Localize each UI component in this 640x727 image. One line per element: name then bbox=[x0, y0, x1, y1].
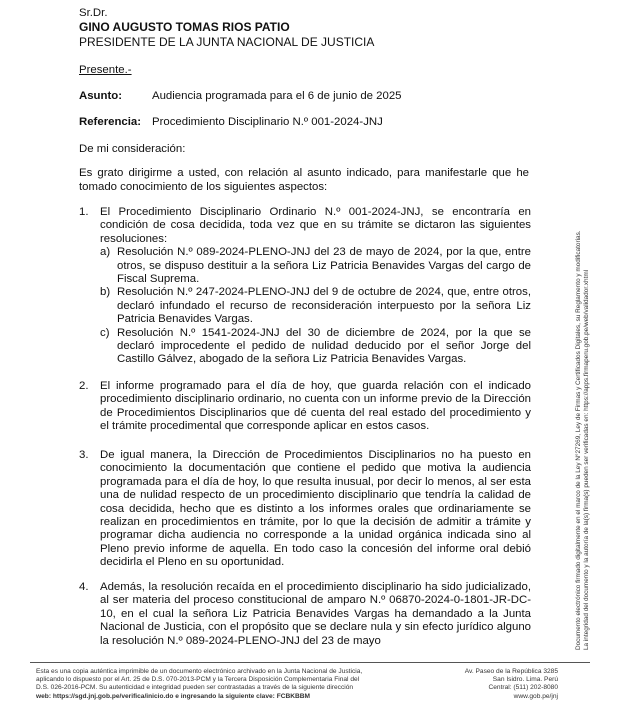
footer-address bbox=[430, 668, 558, 701]
item-number: 3. bbox=[79, 449, 89, 461]
sub-item bbox=[100, 246, 531, 286]
list-item bbox=[79, 449, 531, 570]
signature-notice-line: La integridad del documento y la autoría de la(s) firma(s) pueden ser verificadas en: https://apps.firmaperu.gob.pe/web/validador.xhtml bbox=[583, 269, 590, 650]
asunto-text: Audiencia programada para el 6 de junio de 2025 bbox=[152, 90, 402, 102]
sub-item-letter: c) bbox=[100, 326, 110, 339]
sub-item-letter: b) bbox=[100, 286, 111, 299]
address-line: Av. Paseo de la República 3285 bbox=[464, 668, 558, 675]
address-line: Central: (511) 202-8080 bbox=[488, 684, 558, 692]
salutation: Sr.Dr. bbox=[79, 7, 108, 19]
referencia-row bbox=[79, 115, 383, 129]
list-item bbox=[79, 206, 531, 367]
sub-item-text: Resolución N.º 1541-2024-JNJ del 30 de diciembre de 2024, por la que se declaró improcedente el pedido de nulidad deducido por el señor Jorge del Castillo Gálvez, abogado de la señora Liz Patricia Benavides Vargas. bbox=[117, 326, 531, 366]
sub-item bbox=[100, 286, 531, 326]
list-item bbox=[79, 581, 531, 648]
footer-verification-text bbox=[36, 668, 428, 701]
footer-divider bbox=[30, 662, 590, 663]
referencia-text: Procedimiento Disciplinario N.º 001-2024-JNJ bbox=[152, 116, 383, 128]
digital-signature-notice bbox=[575, 180, 623, 650]
item-text: El informe programado para el día de hoy, que guarda relación con el indicado procedimiento disciplinario ordinario, no cuenta con un informe previo de la Dirección de Procedimientos Disciplinarios que dé cuenta del real estado del procedimiento y el trámite procedimental que corresponde aplicar en estos casos. bbox=[100, 380, 531, 433]
footer-line: D.S. 026-2016-PCM. Su autenticidad e integridad pueden ser contrastadas a través de la siguiente dirección bbox=[36, 684, 354, 692]
item-number: 2. bbox=[79, 380, 89, 392]
sub-item-text: Resolución N.º 089-2024-PLENO-JNJ del 23 de mayo de 2024, por la que, entre otros, se dispuso destituir a la señora Liz Patricia Benavides Vargas del cargo de Fiscal Suprema. bbox=[117, 246, 531, 286]
sub-item-text: Resolución N.º 247-2024-PLENO-JNJ del 9 de octubre de 2024, que, entre otros, declaró infundado el recurso de reconsideración interpuesto por la señora Liz Patricia Benavides Vargas. bbox=[117, 286, 531, 326]
greeting: De mi consideración: bbox=[79, 143, 186, 155]
asunto-label: Asunto: bbox=[79, 90, 123, 102]
item-number: 4. bbox=[79, 581, 89, 593]
addressee-position: PRESIDENTE DE LA JUNTA NACIONAL DE JUSTICIA bbox=[79, 35, 375, 49]
item-text: De igual manera, la Dirección de Procedimientos Disciplinarios no ha puesto en conocimiento la documentación que contiene el pedido que motiva la audiencia programada para el día de hoy, lo que resulta inusual, por decir lo menos, al ser esta una de nulidad respecto de un procedimiento disciplinario que tendría la calidad de cosa decidida, hecho que es distinto a los informes orales que ordinariamente se realizan en procedimientos en trámite, por lo que la decisión de admitir a trámite y programar dicha audiencia no corresponde a la unidad orgánica indicada sino al Pleno previo informe de aquella. En todo caso la concesión del informe oral debió decidirla el Pleno en su oportunidad. bbox=[100, 449, 531, 569]
address-line: www.gob.pe/jnj bbox=[513, 692, 558, 700]
asunto-row bbox=[79, 89, 402, 103]
item-text: El Procedimiento Disciplinario Ordinario N.º 001-2024-JNJ, se encontraría en condición de cosa decidida, toda vez que en su trámite se dictaron las siguientes resoluciones: bbox=[100, 206, 531, 245]
sub-item-letter: a) bbox=[100, 246, 111, 259]
footer-line: aplicando lo dispuesto por el Art. 25 de D.S. 070-2013-PCM y la Tercera Disposición Complementaria Final del bbox=[36, 676, 360, 684]
footer-line: Esta es una copia auténtica imprimible de un documento electrónico archivado en la Junta Nacional de Justicia, bbox=[36, 668, 363, 675]
signature-notice-line: Documento electrónico firmado digitalmente en el marco de la Ley N°27269, Ley de Firmas y Certificados Digitales, su Reglamento y modificatorias. bbox=[575, 230, 582, 650]
list-item bbox=[79, 380, 531, 434]
presente-label: Presente.- bbox=[79, 64, 132, 76]
address-line: San Isidro. Lima. Perú bbox=[492, 676, 558, 684]
addressee-name: GINO AUGUSTO TOMAS RIOS PATIO bbox=[79, 20, 290, 34]
footer-line: web: https://sgd.jnj.gob.pe/verifica/inicio.do e ingresando la siguiente clave: FCBKBBM bbox=[36, 692, 311, 700]
intro-paragraph: Es grato dirigirme a usted, con relación al asunto indicado, para manifestarle que he tomado conocimiento de los siguientes aspectos: bbox=[79, 167, 529, 193]
sub-item bbox=[100, 327, 531, 367]
item-number: 1. bbox=[79, 206, 89, 218]
item-text: Además, la resolución recaída en el procedimiento disciplinario ha sido judicializado, al ser materia del proceso constitucional de amparo N.º 06870-2024-0-1801-JR-DC-10, en el cual la señora Liz Patricia Benavides Vargas ha demandado a la Junta Nacional de Justicia, con el propósito que se declare nula y sin efecto jurídico alguno la resolución N.º 089-2024-PLENO-JNJ del 23 de mayo bbox=[100, 581, 531, 647]
referencia-label: Referencia: bbox=[79, 116, 142, 128]
